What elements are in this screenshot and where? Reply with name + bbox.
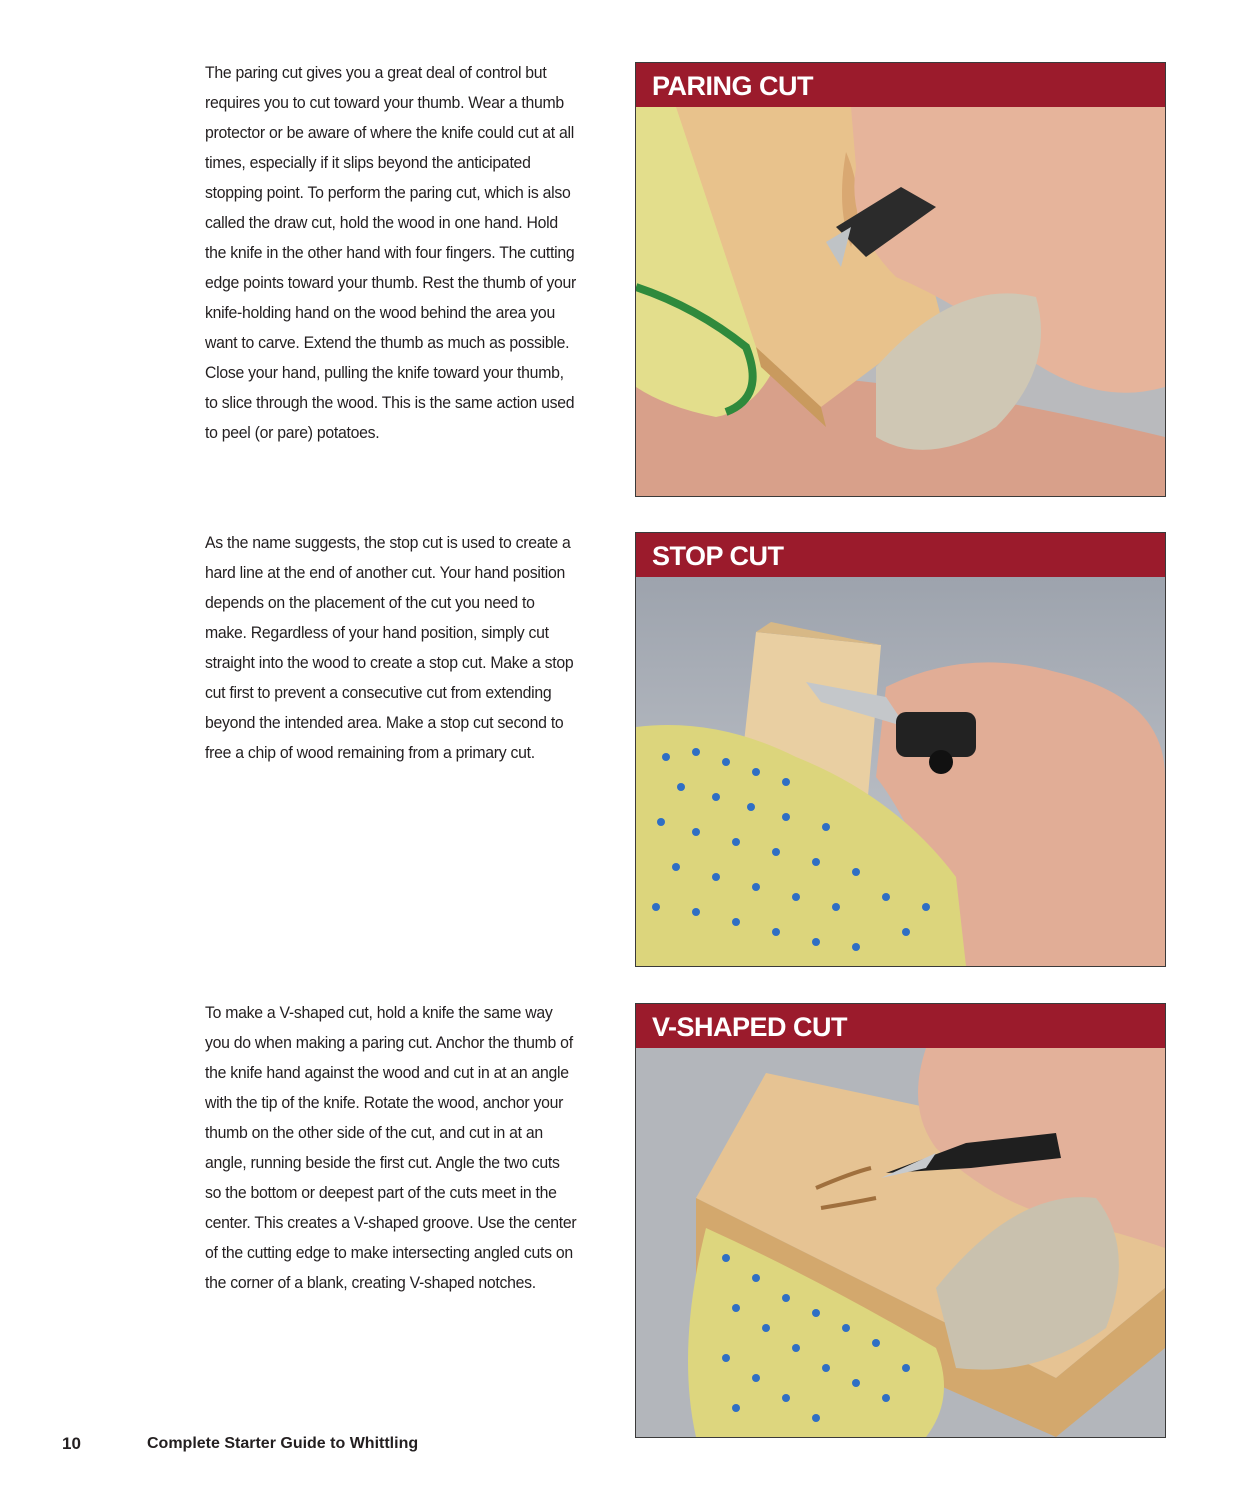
v-shaped-cut-description: To make a V-shaped cut, hold a knife the same way you do when making a paring cut. Anchor the thumb of the knife hand against the wood and cut in at an angle with the tip of the knife. Rotate the wood, anchor your thumb on the other side of the cut, and cut in at an angle, running beside the first cut. Angle the two cuts so the bottom or deepest part of the cuts meet in the center. This creates a V-shaped groove. Use the center of the cutting edge to make intersecting angled cuts on the corner of a blank, creating V-shaped notches. [205,1003,577,1292]
paring-cut-description: The paring cut gives you a great deal of control but requires you to cut toward your thumb. Wear a thumb protector or be aware of where the knife could cut at all times, especially if it slips beyond the anticipated stopping point. To perform the paring cut, which is also called the draw cut, hold the wood in one hand. Hold the knife in the other hand with four fingers. The cutting edge points toward your thumb. Rest the thumb of your knife-holding hand on the wood behind the area you want to carve. Extend the thumb as much as possible. Close your hand, pulling the knife toward your thumb, to slice through the wood. This is the same action used to peel (or pare) potatoes. [205,63,577,442]
stop-cut-panel [635,532,1166,967]
paring-cut-panel [635,62,1166,497]
book-title: Complete Starter Guide to Whittling [147,1435,419,1452]
paring-cut-photo [636,107,1165,496]
paring-cut-title: PARING CUT [636,63,1165,107]
v-shaped-cut-panel [635,1003,1166,1438]
stop-cut-photo [636,577,1165,966]
stop-cut-title: STOP CUT [636,533,1165,577]
v-shaped-cut-photo [636,1048,1165,1437]
stop-cut-description: As the name suggests, the stop cut is used to create a hard line at the end of another cut. Your hand position depends on the placement of the cut you need to make. Regardless of your hand position, simply cut straight into the wood to create a stop cut. Make a stop cut first to prevent a consecutive cut from extending beyond the intended area. Make a stop cut second to free a chip of wood remaining from a primary cut. [205,533,574,762]
page-number: 10 [62,1434,81,1453]
v-shaped-cut-title: V-SHAPED CUT [636,1004,1165,1048]
